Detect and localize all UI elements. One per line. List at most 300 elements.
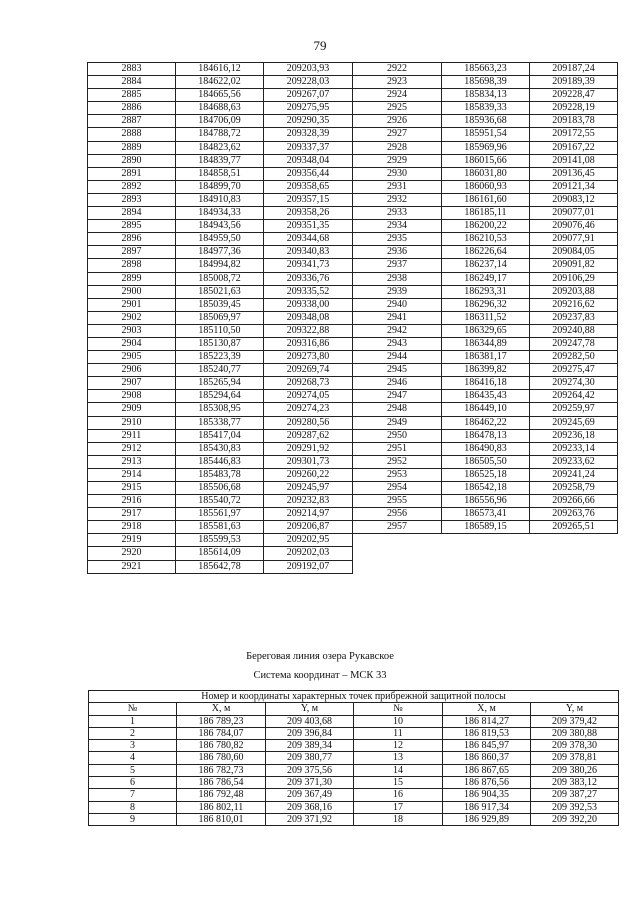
x-coordinate-cell: 184688,63 bbox=[176, 102, 264, 115]
x-coordinate-cell: 185663,23 bbox=[442, 63, 530, 76]
y-coordinate-cell: 209 371,92 bbox=[266, 813, 354, 825]
y-coordinate-cell: 209358,26 bbox=[264, 207, 353, 220]
point-number-cell: 2951 bbox=[353, 442, 442, 455]
y-coordinate-cell: 209 380,88 bbox=[531, 727, 619, 739]
table-row bbox=[88, 141, 618, 154]
point-number-cell: 2945 bbox=[353, 364, 442, 377]
point-number-cell: 12 bbox=[354, 740, 443, 752]
column-header: № bbox=[354, 703, 443, 715]
table-row bbox=[89, 777, 619, 789]
point-number-cell: 2938 bbox=[353, 272, 442, 285]
point-number-cell: 2902 bbox=[88, 311, 176, 324]
shoreline-table-header-row bbox=[89, 691, 619, 703]
x-coordinate-cell: 184622,02 bbox=[176, 76, 264, 89]
x-coordinate-cell: 184899,70 bbox=[176, 180, 264, 193]
y-coordinate-cell: 209280,56 bbox=[264, 416, 353, 429]
x-coordinate-cell: 185936,68 bbox=[442, 115, 530, 128]
y-coordinate-cell: 209228,19 bbox=[530, 102, 618, 115]
point-number-cell: 2904 bbox=[88, 337, 176, 350]
y-coordinate-cell: 209274,05 bbox=[264, 390, 353, 403]
y-coordinate-cell: 209228,47 bbox=[530, 89, 618, 102]
y-coordinate-cell: 209245,69 bbox=[530, 416, 618, 429]
point-number-cell: 2956 bbox=[353, 508, 442, 521]
point-number-cell: 2901 bbox=[88, 298, 176, 311]
empty-cell bbox=[442, 534, 530, 547]
y-coordinate-cell: 209245,97 bbox=[264, 482, 353, 495]
x-coordinate-cell: 186573,41 bbox=[442, 508, 530, 521]
point-number-cell: 2955 bbox=[353, 495, 442, 508]
y-coordinate-cell: 209 371,30 bbox=[266, 777, 354, 789]
x-coordinate-cell: 184706,09 bbox=[176, 115, 264, 128]
y-coordinate-cell: 209356,44 bbox=[264, 167, 353, 180]
point-number-cell: 2933 bbox=[353, 207, 442, 220]
y-coordinate-cell: 209358,65 bbox=[264, 180, 353, 193]
y-coordinate-cell: 209 389,34 bbox=[266, 740, 354, 752]
y-coordinate-cell: 209136,45 bbox=[530, 167, 618, 180]
y-coordinate-cell: 209 403,68 bbox=[266, 715, 354, 727]
table-row bbox=[88, 63, 618, 76]
x-coordinate-cell: 185430,83 bbox=[176, 442, 264, 455]
point-number-cell: 1 bbox=[89, 715, 177, 727]
point-number-cell: 2940 bbox=[353, 298, 442, 311]
shoreline-title: Береговая линия озера Рукавское bbox=[246, 651, 394, 662]
x-coordinate-cell: 185294,64 bbox=[176, 390, 264, 403]
y-coordinate-cell: 209 367,49 bbox=[266, 789, 354, 801]
y-coordinate-cell: 209316,86 bbox=[264, 337, 353, 350]
table-row bbox=[89, 764, 619, 776]
y-coordinate-cell: 209301,73 bbox=[264, 455, 353, 468]
point-number-cell: 2954 bbox=[353, 482, 442, 495]
y-coordinate-cell: 209084,05 bbox=[530, 246, 618, 259]
point-number-cell: 2892 bbox=[88, 180, 176, 193]
y-coordinate-cell: 209121,34 bbox=[530, 180, 618, 193]
point-number-cell: 2950 bbox=[353, 429, 442, 442]
point-number-cell: 2909 bbox=[88, 403, 176, 416]
x-coordinate-cell: 185110,50 bbox=[176, 324, 264, 337]
x-coordinate-cell: 186031,80 bbox=[442, 167, 530, 180]
x-coordinate-cell: 186525,18 bbox=[442, 468, 530, 481]
y-coordinate-cell: 209260,22 bbox=[264, 468, 353, 481]
table-row bbox=[88, 167, 618, 180]
y-coordinate-cell: 209214,97 bbox=[264, 508, 353, 521]
point-number-cell: 2952 bbox=[353, 455, 442, 468]
point-number-cell: 3 bbox=[89, 740, 177, 752]
table-row bbox=[88, 390, 618, 403]
x-coordinate-cell: 186 780,60 bbox=[177, 752, 266, 764]
table-row bbox=[88, 89, 618, 102]
point-number-cell: 2888 bbox=[88, 128, 176, 141]
y-coordinate-cell: 209341,73 bbox=[264, 259, 353, 272]
table-row bbox=[88, 377, 618, 390]
point-number-cell: 2911 bbox=[88, 429, 176, 442]
x-coordinate-cell: 185698,39 bbox=[442, 76, 530, 89]
shoreline-columns-row bbox=[89, 703, 619, 715]
point-number-cell: 2919 bbox=[88, 534, 176, 547]
x-coordinate-cell: 185951,54 bbox=[442, 128, 530, 141]
table-row bbox=[88, 128, 618, 141]
y-coordinate-cell: 209328,39 bbox=[264, 128, 353, 141]
y-coordinate-cell: 209076,46 bbox=[530, 220, 618, 233]
y-coordinate-cell: 209275,47 bbox=[530, 364, 618, 377]
point-number-cell: 2897 bbox=[88, 246, 176, 259]
point-number-cell: 2899 bbox=[88, 272, 176, 285]
table-row bbox=[89, 801, 619, 813]
point-number-cell: 2939 bbox=[353, 285, 442, 298]
x-coordinate-cell: 184959,50 bbox=[176, 233, 264, 246]
point-number-cell: 2884 bbox=[88, 76, 176, 89]
table-row bbox=[88, 180, 618, 193]
x-coordinate-cell: 185599,53 bbox=[176, 534, 264, 547]
x-coordinate-cell: 185069,97 bbox=[176, 311, 264, 324]
x-coordinate-cell: 184977,36 bbox=[176, 246, 264, 259]
point-number-cell: 2936 bbox=[353, 246, 442, 259]
x-coordinate-cell: 186060,93 bbox=[442, 180, 530, 193]
point-number-cell: 2903 bbox=[88, 324, 176, 337]
y-coordinate-cell: 209335,52 bbox=[264, 285, 353, 298]
x-coordinate-cell: 186 929,89 bbox=[443, 813, 531, 825]
x-coordinate-cell: 186416,18 bbox=[442, 377, 530, 390]
x-coordinate-cell: 185265,94 bbox=[176, 377, 264, 390]
point-number-cell: 2900 bbox=[88, 285, 176, 298]
point-number-cell: 2924 bbox=[353, 89, 442, 102]
x-coordinate-cell: 184788,72 bbox=[176, 128, 264, 141]
x-coordinate-cell: 185483,78 bbox=[176, 468, 264, 481]
column-header: X, м bbox=[443, 703, 531, 715]
x-coordinate-cell: 185839,33 bbox=[442, 102, 530, 115]
point-number-cell: 2917 bbox=[88, 508, 176, 521]
x-coordinate-cell: 186589,15 bbox=[442, 521, 530, 534]
point-number-cell: 2886 bbox=[88, 102, 176, 115]
y-coordinate-cell: 209290,35 bbox=[264, 115, 353, 128]
point-number-cell: 2957 bbox=[353, 521, 442, 534]
point-number-cell: 2913 bbox=[88, 455, 176, 468]
y-coordinate-cell: 209202,95 bbox=[264, 534, 353, 547]
x-coordinate-cell: 186399,82 bbox=[442, 364, 530, 377]
y-coordinate-cell: 209202,03 bbox=[264, 547, 353, 560]
x-coordinate-cell: 186490,83 bbox=[442, 442, 530, 455]
x-coordinate-cell: 186 860,37 bbox=[443, 752, 531, 764]
empty-cell bbox=[353, 534, 442, 547]
point-number-cell: 16 bbox=[354, 789, 443, 801]
x-coordinate-cell: 185642,78 bbox=[176, 560, 264, 573]
x-coordinate-cell: 186015,66 bbox=[442, 154, 530, 167]
x-coordinate-cell: 185130,87 bbox=[176, 337, 264, 350]
table-row bbox=[89, 740, 619, 752]
y-coordinate-cell: 209091,82 bbox=[530, 259, 618, 272]
y-coordinate-cell: 209206,87 bbox=[264, 521, 353, 534]
y-coordinate-cell: 209 378,81 bbox=[531, 752, 619, 764]
y-coordinate-cell: 209258,79 bbox=[530, 482, 618, 495]
table-row bbox=[89, 789, 619, 801]
table-row bbox=[88, 102, 618, 115]
point-number-cell: 2898 bbox=[88, 259, 176, 272]
x-coordinate-cell: 186 904,35 bbox=[443, 789, 531, 801]
point-number-cell: 2923 bbox=[353, 76, 442, 89]
y-coordinate-cell: 209340,83 bbox=[264, 246, 353, 259]
table-row bbox=[89, 813, 619, 825]
x-coordinate-cell: 186478,13 bbox=[442, 429, 530, 442]
point-number-cell: 2934 bbox=[353, 220, 442, 233]
table-row bbox=[88, 193, 618, 206]
y-coordinate-cell: 209268,73 bbox=[264, 377, 353, 390]
y-coordinate-cell: 209337,37 bbox=[264, 141, 353, 154]
point-number-cell: 2941 bbox=[353, 311, 442, 324]
x-coordinate-cell: 186 792,48 bbox=[177, 789, 266, 801]
table-row bbox=[88, 351, 618, 364]
table-row bbox=[88, 560, 618, 573]
y-coordinate-cell: 209338,00 bbox=[264, 298, 353, 311]
x-coordinate-cell: 186505,50 bbox=[442, 455, 530, 468]
x-coordinate-cell: 184616,12 bbox=[176, 63, 264, 76]
point-number-cell: 2890 bbox=[88, 154, 176, 167]
x-coordinate-cell: 184839,77 bbox=[176, 154, 264, 167]
table-row bbox=[88, 521, 618, 534]
y-coordinate-cell: 209 379,42 bbox=[531, 715, 619, 727]
point-number-cell: 2946 bbox=[353, 377, 442, 390]
coordinates-table bbox=[87, 62, 618, 574]
x-coordinate-cell: 185969,96 bbox=[442, 141, 530, 154]
x-coordinate-cell: 185021,63 bbox=[176, 285, 264, 298]
y-coordinate-cell: 209291,92 bbox=[264, 442, 353, 455]
point-number-cell: 2948 bbox=[353, 403, 442, 416]
y-coordinate-cell: 209264,42 bbox=[530, 390, 618, 403]
y-coordinate-cell: 209 375,56 bbox=[266, 764, 354, 776]
y-coordinate-cell: 209237,83 bbox=[530, 311, 618, 324]
coordinate-system-caption: Система координат – МСК 33 bbox=[253, 670, 387, 681]
y-coordinate-cell: 209 383,12 bbox=[531, 777, 619, 789]
table-row bbox=[88, 246, 618, 259]
point-number-cell: 10 bbox=[354, 715, 443, 727]
table-row bbox=[88, 403, 618, 416]
y-coordinate-cell: 209233,62 bbox=[530, 455, 618, 468]
point-number-cell: 4 bbox=[89, 752, 177, 764]
y-coordinate-cell: 209203,93 bbox=[264, 63, 353, 76]
y-coordinate-cell: 209 378,30 bbox=[531, 740, 619, 752]
y-coordinate-cell: 209266,66 bbox=[530, 495, 618, 508]
x-coordinate-cell: 186 782,73 bbox=[177, 764, 266, 776]
table-row bbox=[89, 752, 619, 764]
table-row bbox=[88, 272, 618, 285]
x-coordinate-cell: 184943,56 bbox=[176, 220, 264, 233]
table-row bbox=[88, 442, 618, 455]
point-number-cell: 2942 bbox=[353, 324, 442, 337]
table-row bbox=[89, 715, 619, 727]
y-coordinate-cell: 209274,30 bbox=[530, 377, 618, 390]
point-number-cell: 2885 bbox=[88, 89, 176, 102]
x-coordinate-cell: 185008,72 bbox=[176, 272, 264, 285]
x-coordinate-cell: 185614,09 bbox=[176, 547, 264, 560]
point-number-cell: 2883 bbox=[88, 63, 176, 76]
point-number-cell: 18 bbox=[354, 813, 443, 825]
x-coordinate-cell: 186462,22 bbox=[442, 416, 530, 429]
y-coordinate-cell: 209 387,27 bbox=[531, 789, 619, 801]
point-number-cell: 13 bbox=[354, 752, 443, 764]
y-coordinate-cell: 209236,18 bbox=[530, 429, 618, 442]
x-coordinate-cell: 186 845,97 bbox=[443, 740, 531, 752]
point-number-cell: 2931 bbox=[353, 180, 442, 193]
point-number-cell: 2935 bbox=[353, 233, 442, 246]
point-number-cell: 2922 bbox=[353, 63, 442, 76]
point-number-cell: 2949 bbox=[353, 416, 442, 429]
x-coordinate-cell: 186 802,11 bbox=[177, 801, 266, 813]
point-number-cell: 2908 bbox=[88, 390, 176, 403]
table-row bbox=[88, 207, 618, 220]
table-row bbox=[88, 455, 618, 468]
point-number-cell: 2887 bbox=[88, 115, 176, 128]
point-number-cell: 2928 bbox=[353, 141, 442, 154]
y-coordinate-cell: 209187,24 bbox=[530, 63, 618, 76]
y-coordinate-cell: 209172,55 bbox=[530, 128, 618, 141]
point-number-cell: 2947 bbox=[353, 390, 442, 403]
x-coordinate-cell: 184994,82 bbox=[176, 259, 264, 272]
x-coordinate-cell: 184934,33 bbox=[176, 207, 264, 220]
x-coordinate-cell: 184858,51 bbox=[176, 167, 264, 180]
x-coordinate-cell: 185561,97 bbox=[176, 508, 264, 521]
x-coordinate-cell: 186185,11 bbox=[442, 207, 530, 220]
table-row bbox=[88, 324, 618, 337]
x-coordinate-cell: 186 917,34 bbox=[443, 801, 531, 813]
y-coordinate-cell: 209322,88 bbox=[264, 324, 353, 337]
y-coordinate-cell: 209167,22 bbox=[530, 141, 618, 154]
y-coordinate-cell: 209348,04 bbox=[264, 154, 353, 167]
x-coordinate-cell: 185308,95 bbox=[176, 403, 264, 416]
x-coordinate-cell: 186381,17 bbox=[442, 351, 530, 364]
point-number-cell: 2929 bbox=[353, 154, 442, 167]
point-number-cell: 2918 bbox=[88, 521, 176, 534]
x-coordinate-cell: 186 876,56 bbox=[443, 777, 531, 789]
point-number-cell: 2 bbox=[89, 727, 177, 739]
x-coordinate-cell: 186344,89 bbox=[442, 337, 530, 350]
x-coordinate-cell: 184910,83 bbox=[176, 193, 264, 206]
table-row bbox=[88, 76, 618, 89]
x-coordinate-cell: 186226,64 bbox=[442, 246, 530, 259]
point-number-cell: 2921 bbox=[88, 560, 176, 573]
point-number-cell: 8 bbox=[89, 801, 177, 813]
empty-cell bbox=[353, 560, 442, 573]
point-number-cell: 2906 bbox=[88, 364, 176, 377]
y-coordinate-cell: 209228,03 bbox=[264, 76, 353, 89]
point-number-cell: 2889 bbox=[88, 141, 176, 154]
y-coordinate-cell: 209 380,26 bbox=[531, 764, 619, 776]
y-coordinate-cell: 209263,76 bbox=[530, 508, 618, 521]
x-coordinate-cell: 186161,60 bbox=[442, 193, 530, 206]
empty-cell bbox=[530, 560, 618, 573]
point-number-cell: 5 bbox=[89, 764, 177, 776]
x-coordinate-cell: 186 867,65 bbox=[443, 764, 531, 776]
y-coordinate-cell: 209 392,53 bbox=[531, 801, 619, 813]
x-coordinate-cell: 185223,39 bbox=[176, 351, 264, 364]
y-coordinate-cell: 209274,23 bbox=[264, 403, 353, 416]
y-coordinate-cell: 209183,78 bbox=[530, 115, 618, 128]
y-coordinate-cell: 209240,88 bbox=[530, 324, 618, 337]
y-coordinate-cell: 209 396,84 bbox=[266, 727, 354, 739]
y-coordinate-cell: 209 368,16 bbox=[266, 801, 354, 813]
point-number-cell: 2944 bbox=[353, 351, 442, 364]
empty-cell bbox=[353, 547, 442, 560]
x-coordinate-cell: 185338,77 bbox=[176, 416, 264, 429]
y-coordinate-cell: 209265,51 bbox=[530, 521, 618, 534]
point-number-cell: 2907 bbox=[88, 377, 176, 390]
y-coordinate-cell: 209348,08 bbox=[264, 311, 353, 324]
x-coordinate-cell: 185039,45 bbox=[176, 298, 264, 311]
table-row bbox=[88, 259, 618, 272]
x-coordinate-cell: 186293,31 bbox=[442, 285, 530, 298]
column-header: Y, м bbox=[531, 703, 619, 715]
y-coordinate-cell: 209241,24 bbox=[530, 468, 618, 481]
y-coordinate-cell: 209282,50 bbox=[530, 351, 618, 364]
table-row bbox=[88, 416, 618, 429]
point-number-cell: 2895 bbox=[88, 220, 176, 233]
empty-cell bbox=[442, 560, 530, 573]
x-coordinate-cell: 185417,04 bbox=[176, 429, 264, 442]
x-coordinate-cell: 186542,18 bbox=[442, 482, 530, 495]
table-row bbox=[88, 482, 618, 495]
point-number-cell: 15 bbox=[354, 777, 443, 789]
y-coordinate-cell: 209106,29 bbox=[530, 272, 618, 285]
x-coordinate-cell: 186311,52 bbox=[442, 311, 530, 324]
x-coordinate-cell: 185446,83 bbox=[176, 455, 264, 468]
x-coordinate-cell: 186237,14 bbox=[442, 259, 530, 272]
x-coordinate-cell: 186449,10 bbox=[442, 403, 530, 416]
shoreline-table-header: Номер и координаты характерных точек прибрежной защитной полосы bbox=[89, 691, 619, 703]
table-row bbox=[88, 115, 618, 128]
point-number-cell: 2914 bbox=[88, 468, 176, 481]
x-coordinate-cell: 185506,68 bbox=[176, 482, 264, 495]
table-row bbox=[88, 285, 618, 298]
table-row bbox=[88, 233, 618, 246]
x-coordinate-cell: 185581,63 bbox=[176, 521, 264, 534]
y-coordinate-cell: 209083,12 bbox=[530, 193, 618, 206]
table-row bbox=[88, 495, 618, 508]
y-coordinate-cell: 209 380,77 bbox=[266, 752, 354, 764]
point-number-cell: 2920 bbox=[88, 547, 176, 560]
empty-cell bbox=[530, 534, 618, 547]
y-coordinate-cell: 209351,35 bbox=[264, 220, 353, 233]
x-coordinate-cell: 186 786,54 bbox=[177, 777, 266, 789]
table-row bbox=[88, 534, 618, 547]
point-number-cell: 11 bbox=[354, 727, 443, 739]
point-number-cell: 2891 bbox=[88, 167, 176, 180]
x-coordinate-cell: 186 789,23 bbox=[177, 715, 266, 727]
y-coordinate-cell: 209247,78 bbox=[530, 337, 618, 350]
y-coordinate-cell: 209077,91 bbox=[530, 233, 618, 246]
x-coordinate-cell: 186329,65 bbox=[442, 324, 530, 337]
point-number-cell: 9 bbox=[89, 813, 177, 825]
point-number-cell: 2915 bbox=[88, 482, 176, 495]
y-coordinate-cell: 209273,80 bbox=[264, 351, 353, 364]
y-coordinate-cell: 209077,01 bbox=[530, 207, 618, 220]
y-coordinate-cell: 209344,68 bbox=[264, 233, 353, 246]
point-number-cell: 2930 bbox=[353, 167, 442, 180]
table-row bbox=[88, 154, 618, 167]
y-coordinate-cell: 209233,14 bbox=[530, 442, 618, 455]
y-coordinate-cell: 209259,97 bbox=[530, 403, 618, 416]
point-number-cell: 2943 bbox=[353, 337, 442, 350]
x-coordinate-cell: 185240,77 bbox=[176, 364, 264, 377]
y-coordinate-cell: 209336,76 bbox=[264, 272, 353, 285]
y-coordinate-cell: 209287,62 bbox=[264, 429, 353, 442]
y-coordinate-cell: 209267,07 bbox=[264, 89, 353, 102]
y-coordinate-cell: 209269,74 bbox=[264, 364, 353, 377]
point-number-cell: 2953 bbox=[353, 468, 442, 481]
empty-cell bbox=[442, 547, 530, 560]
y-coordinate-cell: 209203,88 bbox=[530, 285, 618, 298]
point-number-cell: 2937 bbox=[353, 259, 442, 272]
table-row bbox=[88, 311, 618, 324]
x-coordinate-cell: 184665,56 bbox=[176, 89, 264, 102]
y-coordinate-cell: 209275,95 bbox=[264, 102, 353, 115]
point-number-cell: 2912 bbox=[88, 442, 176, 455]
